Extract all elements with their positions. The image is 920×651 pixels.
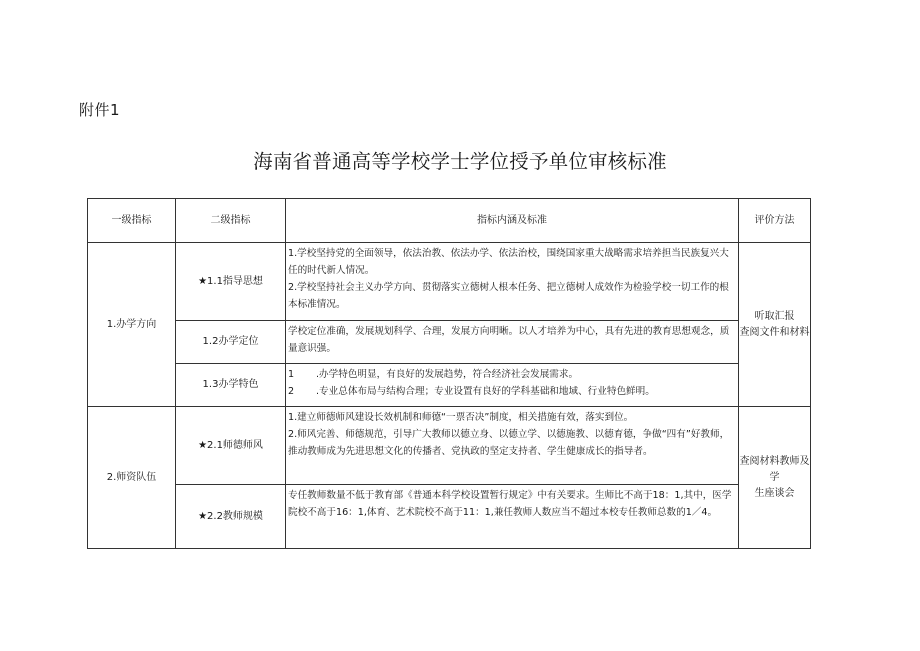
table-row (88, 321, 811, 364)
table-row (88, 485, 811, 549)
content-paragraph: 学校定位准确，发展规划科学、合理，发展方向明晰。以人才培养为中心，具有先进的教育思想观念，质量意识强。 (288, 326, 730, 354)
level2-cell: ★2.2教师规模 (176, 485, 286, 549)
header-level1: 一级指标 (88, 199, 176, 243)
content-cell (286, 485, 739, 549)
method-line: 查阅材料教师及学 (739, 455, 810, 483)
content-paragraph (288, 383, 734, 400)
method-cell (739, 407, 811, 549)
content-cell (286, 364, 739, 407)
table-row (88, 243, 811, 321)
content-paragraph: 2.师风完善、师德规范，引导广大教师以德立身、以德立学、以德施教、以德育德，争做“四有”好教师，推动教师成为先进思想文化的传播者、党执政的坚定支持者、学生健康成长的指导者。 (288, 429, 730, 457)
level2-cell: ★2.1师德师风 (176, 407, 286, 485)
content-cell (286, 407, 739, 485)
content-paragraph: 1.学校坚持党的全面领导，依法治教、依法办学、依法治校，围绕国家重大战略需求培养担当民族复兴大任的时代新人情况。 (288, 248, 729, 276)
content-paragraph: 专任教师数量不低于教育部《普通本科学校设置暂行规定》中有关要求。生师比不高于18：1,其中，医学院校不高于16：1,体育、艺术院校不高于11：1,兼任教师人数应当不超过本校专任教师总数的1／4。 (288, 490, 732, 518)
item-text: .专业总体布局与结构合理；专业设置有良好的学科基础和地域、行业特色鲜明。 (316, 386, 655, 397)
method-line: 听取汇报 (754, 310, 795, 322)
item-number: 2 (288, 386, 295, 397)
attachment-label: 附件1 (79, 101, 121, 119)
content-cell (286, 243, 739, 321)
content-paragraph: 1.建立师德师风建设长效机制和师德“一票否决”制度，相关措施有效，落实到位。 (288, 412, 634, 423)
level2-cell: 1.2办学定位 (176, 321, 286, 364)
item-number: 1 (288, 369, 295, 380)
method-cell (739, 243, 811, 407)
level1-cell: 1.办学方向 (88, 243, 176, 407)
content-paragraph (288, 366, 734, 383)
level2-cell: ★1.1指导思想 (176, 243, 286, 321)
table-header-row (88, 199, 811, 243)
table-row (88, 407, 811, 485)
method-line: 生座谈会 (754, 487, 795, 499)
standards-table (87, 198, 811, 549)
level1-cell: 2.师资队伍 (88, 407, 176, 549)
method-line: 查阅文件和材料 (739, 326, 810, 338)
header-method: 评价方法 (739, 199, 811, 243)
document-title: 海南省普通高等学校学士学位授予单位审核标准 (253, 150, 667, 173)
item-text: .办学特色明显，有良好的发展趋势，符合经济社会发展需求。 (316, 369, 579, 380)
content-cell (286, 321, 739, 364)
level2-cell: 1.3办学特色 (176, 364, 286, 407)
content-paragraph: 2.学校坚持社会主义办学方向、贯彻落实立德树人根本任务、把立德树人成效作为检验学校一切工作的根本标准情况。 (288, 282, 729, 310)
header-level2: 二级指标 (176, 199, 286, 243)
table-row (88, 364, 811, 407)
header-content: 指标内涵及标准 (286, 199, 739, 243)
